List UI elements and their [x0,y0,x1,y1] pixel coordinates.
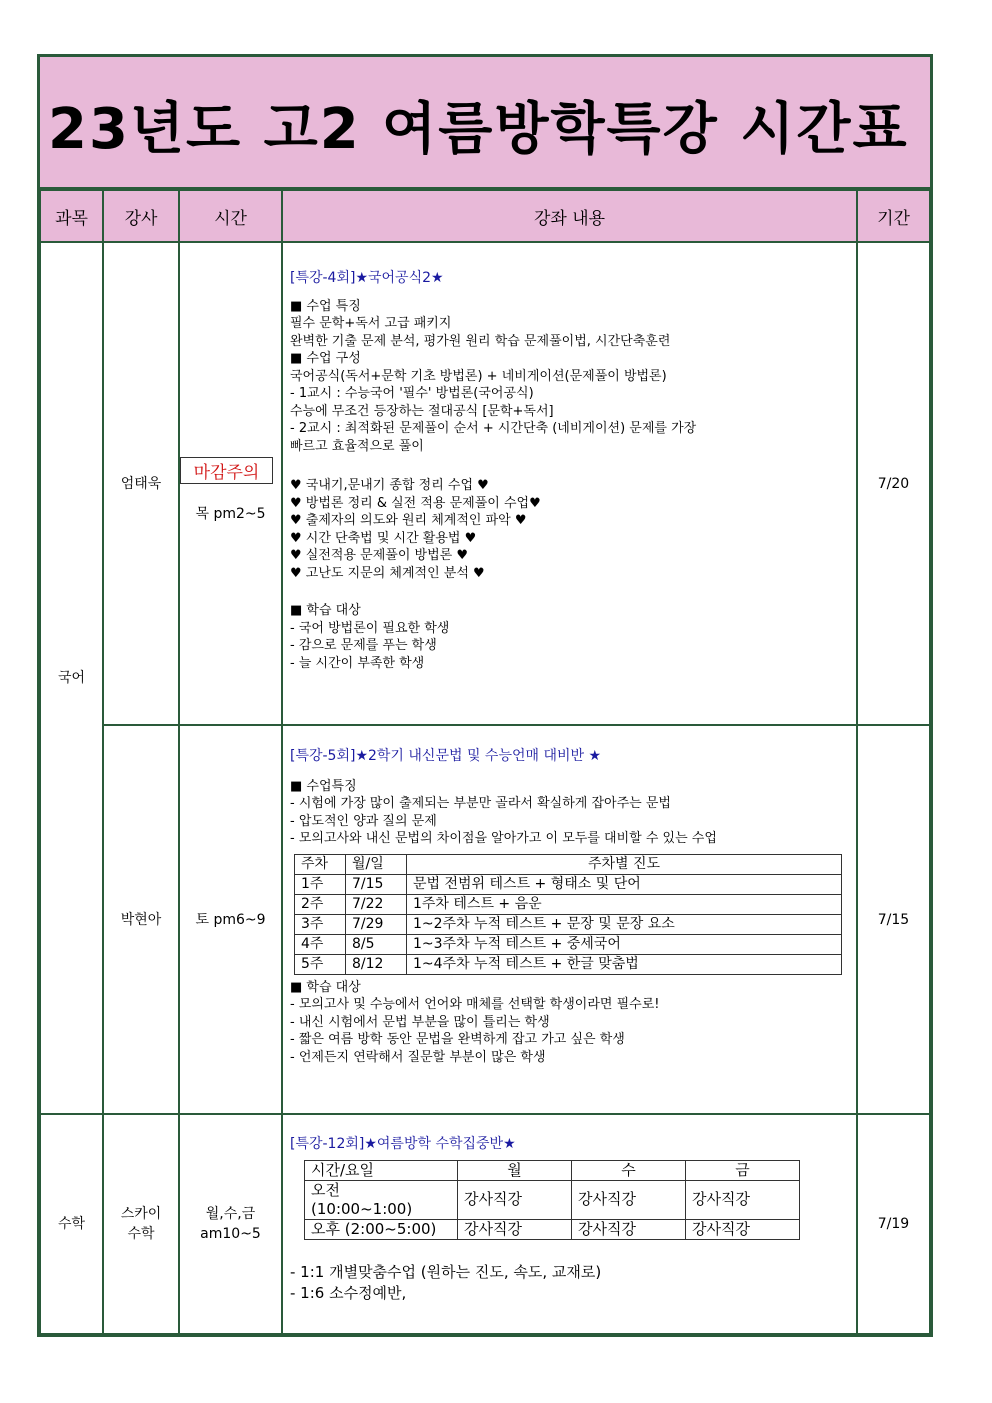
period-text-1: 7/20 [877,475,910,492]
time-cell-2 [179,725,282,1114]
table-header-row [305,1160,800,1180]
table-row [295,894,842,914]
deadline-badge: 마감주의 [180,457,273,484]
course1-line: ■ 수업 특징 [290,298,361,314]
course1-target: - 늘 시간이 부족한 학생 [290,655,425,671]
course2-target-title: ■ 학습 대상 [290,979,361,995]
teacher-cell-2 [103,725,179,1114]
table-row [295,914,842,934]
course1-heart-item: ♥ 실전적용 문제풀이 방법론 ♥ [290,548,468,563]
table-cell: 강사직강 [686,1180,800,1219]
table-cell: 3주 [295,914,346,934]
header-time: 시간 [179,190,282,242]
table-cell: 강사직강 [572,1180,686,1219]
table-cell: 1~4주차 누적 테스트 + 한글 맞춤법 [407,954,842,974]
table-header: 시간/요일 [305,1160,458,1180]
course2-heading: [특강-5회]★2학기 내신문법 및 수능언매 대비반 ★ [290,748,602,764]
table-cell: 1주차 테스트 + 음운 [407,894,842,914]
table-row [305,1180,800,1219]
course2-target: - 모의고사 및 수능에서 언어와 매체를 선택할 학생이라면 필수로! [290,997,660,1012]
course2-line: - 압도적인 양과 질의 문제 [290,813,437,829]
course2-target: - 언제든지 연락해서 질문할 부분이 많은 학생 [290,1049,546,1065]
time-text-2: 토 pm6~9 [195,911,266,928]
table-cell: 8/5 [346,934,407,954]
course1-target-title: ■ 학습 대상 [290,603,361,618]
header-teacher: 강사 [103,190,179,242]
table-header: 수 [572,1160,686,1180]
table-cell: 강사직강 [686,1219,800,1239]
table-cell [305,1180,458,1219]
table-header: 월/일 [346,854,407,874]
period-cell-2 [857,725,930,1114]
header-content: 강좌 내용 [282,190,857,242]
table-header-row [295,854,842,874]
subject-math-label: 수학 [57,1216,86,1232]
row-label-line1: 오전 [311,1180,340,1199]
course1-line: - 1교시 : 수능국어 '필수' 방법론(국어공식) [290,386,534,401]
table-cell: 강사직강 [458,1180,572,1219]
period-cell-1 [857,242,930,725]
header-period: 기간 [857,190,930,242]
table-cell: 4주 [295,934,346,954]
table-cell: 1주 [295,874,346,894]
course2-progress-table [294,854,842,975]
course2-line: - 모의고사와 내신 문법의 차이점을 알아가고 이 모두를 대비할 수 있는 수업 [290,831,717,846]
time-cell-3 [179,1114,282,1334]
course1-heart-item: ♥ 시간 단축법 및 시간 활용법 ♥ [290,530,477,546]
table-header: 금 [686,1160,800,1180]
time-text-1: 목 pm2~5 [195,506,266,522]
course1-line: 빠르고 효율적으로 풀이 [290,438,424,454]
teacher-name-3-line2: 수학 [127,1226,155,1242]
course1-heart-item: ♥ 고난도 지문의 체계적인 분석 ♥ [290,565,485,581]
course1-line: 수능에 무조건 등장하는 절대공식 [문학+독서] [290,403,554,419]
table-cell: 7/29 [346,914,407,934]
math-content [290,1136,850,1304]
math-schedule-table [304,1160,800,1240]
course2-content [290,748,850,1066]
table-cell: 7/22 [346,894,407,914]
course1-line: - 2교시 : 최적화된 문제풀이 순서 + 시간단축 (네비게이션) 문제를 가장 [290,421,697,436]
teacher-name-3-line1: 스카이 [120,1206,162,1222]
table-cell: 강사직강 [572,1219,686,1239]
period-cell-3 [857,1114,930,1334]
teacher-name-2: 박현아 [120,911,162,928]
subject-korean [40,242,103,1114]
teacher-cell-3 [103,1114,179,1334]
table-cell: 5주 [295,954,346,974]
course1-heart-item: ♥ 국내기,문내기 종합 정리 수업 ♥ [290,478,489,493]
table-cell: 7/15 [346,874,407,894]
title-banner [40,57,930,190]
table-cell: 1~2주차 누적 테스트 + 문장 및 문장 요소 [407,914,842,934]
page-title: 23년도 고2 여름방학특강 시간표 [48,97,909,162]
course1-line: 완벽한 기출 문제 분석, 평가원 원리 학습 문제풀이법, 시간단축훈련 [290,333,671,349]
table-header: 주차 [295,854,346,874]
course2-target: - 짧은 여름 방학 동안 문법을 완벽하게 잡고 가고 싶은 학생 [290,1032,625,1047]
course1-line: 필수 문학+독서 고급 패키지 [290,316,452,331]
table-cell: 8/12 [346,954,407,974]
table-cell: 문법 전범위 테스트 + 형태소 및 단어 [407,874,842,894]
table-row [295,874,842,894]
table-header: 월 [458,1160,572,1180]
table-row [295,954,842,974]
course1-content [290,270,850,672]
course2-target: - 내신 시험에서 문법 부분을 많이 틀리는 학생 [290,1014,550,1030]
table-cell: 오후 (2:00~5:00) [305,1219,458,1239]
course1-line: ■ 수업 구성 [290,351,361,366]
table-header: 주차별 진도 [407,854,842,874]
course1-target: - 감으로 문제를 푸는 학생 [290,638,437,653]
row-label-line2: (10:00~1:00) [311,1199,413,1218]
subject-math [40,1114,103,1334]
table-row [295,934,842,954]
course1-heading: [특강-4회]★국어공식2★ [290,270,444,286]
time-text-3-line1: 월,수,금 [205,1206,256,1222]
math-note: - 1:6 소수정예반, [290,1283,407,1302]
math-note: - 1:1 개별맞춤수업 (원하는 진도, 속도, 교재로) [290,1262,602,1281]
header-subject: 과목 [40,190,103,242]
table-row [305,1219,800,1239]
course1-heart-item: ♥ 출제자의 의도와 원리 체계적인 파악 ♥ [290,513,527,528]
teacher-cell-1 [103,242,179,725]
table-cell: 강사직강 [458,1219,572,1239]
table-cell: 2주 [295,894,346,914]
table-cell: 1~3주차 누적 테스트 + 중세국어 [407,934,842,954]
course2-line: ■ 수업특징 [290,778,357,794]
course1-line: 국어공식(독서+문학 기초 방법론) + 네비게이션(문제풀이 방법론) [290,368,667,384]
period-text-2: 7/15 [877,911,910,928]
teacher-name-1: 엄태욱 [120,475,162,492]
course1-target: - 국어 방법론이 필요한 학생 [290,620,450,636]
course2-line: - 시험에 가장 많이 출제되는 부분만 골라서 확실하게 잡아주는 문법 [290,796,671,811]
math-heading: [특강-12회]★여름방학 수학집중반★ [290,1136,516,1152]
time-text-3-line2: am10~5 [200,1226,261,1242]
subject-korean-label: 국어 [57,670,86,686]
course1-heart-item: ♥ 방법론 정리 & 실전 적용 문제풀이 수업♥ [290,495,541,511]
period-text-3: 7/19 [877,1216,910,1232]
